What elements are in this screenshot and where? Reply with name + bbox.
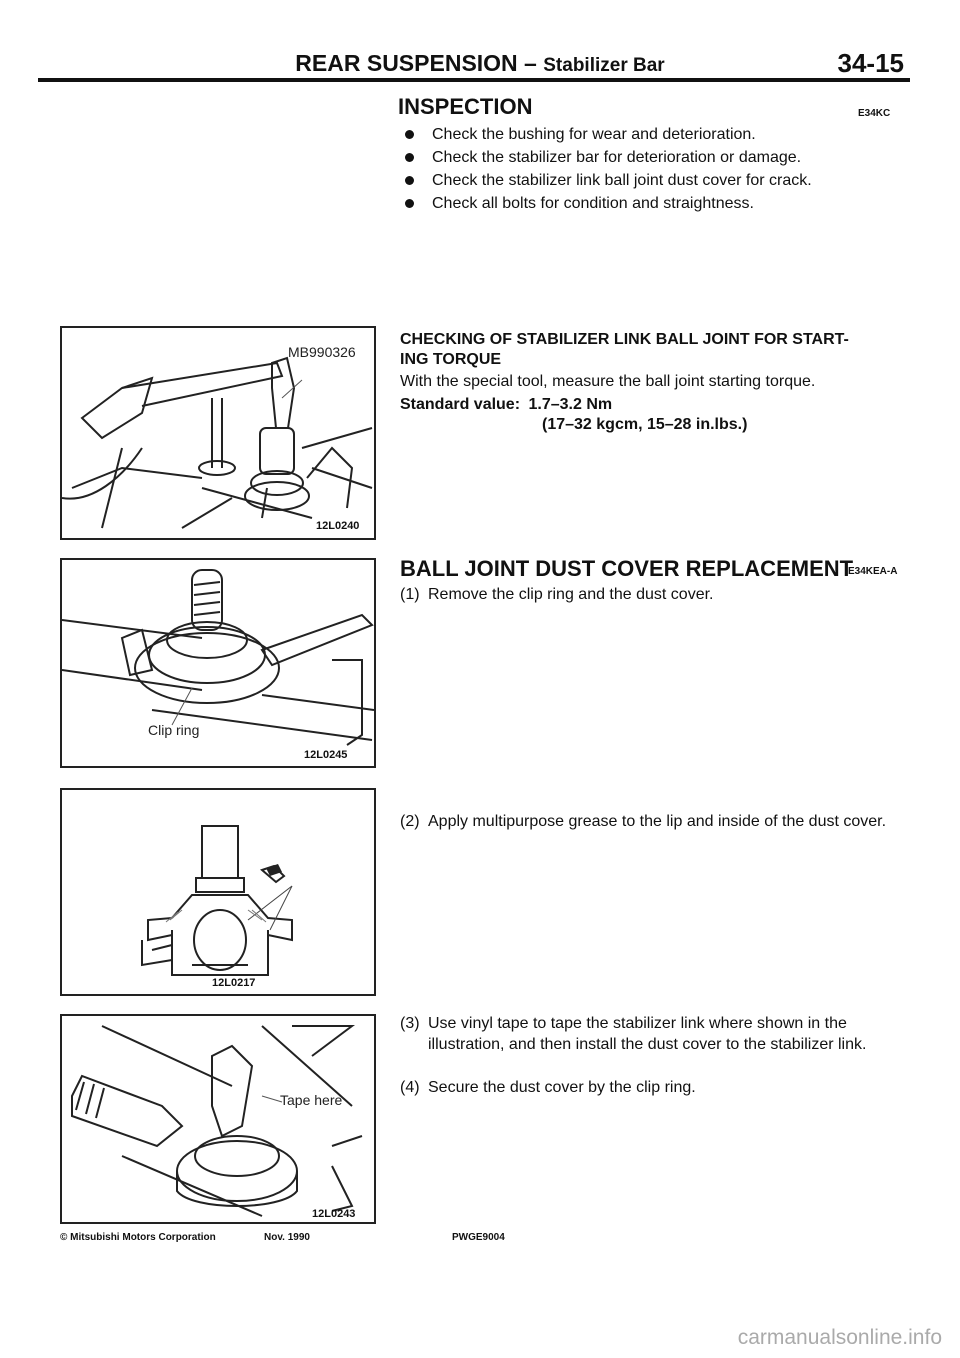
footer-date: Nov. 1990 (264, 1232, 310, 1243)
dust-cover-heading: BALL JOINT DUST COVER REPLACEMENT (400, 556, 854, 581)
figure-label-tool: MB990326 (288, 344, 356, 360)
figure-code: 12L0240 (316, 520, 360, 532)
figure-label-tape: Tape here (280, 1092, 343, 1108)
figure-code: 12L0245 (304, 749, 348, 761)
page-header-subtitle: Stabilizer Bar (543, 55, 665, 76)
inspection-code: E34KC (858, 108, 891, 119)
figure-clip-ring (60, 558, 376, 768)
clip-ring-illustration (62, 560, 374, 766)
step-4: (4) Secure the dust cover by the clip ring. (400, 1079, 696, 1096)
standard-value: Standard value: 1.7–3.2 Nm (400, 396, 613, 413)
grease-application-illustration (62, 790, 374, 994)
figure-label-clip-ring: Clip ring (148, 722, 200, 738)
watermark: carmanualsonline.info (737, 1326, 942, 1349)
footer-copyright: © Mitsubishi Motors Corporation (60, 1232, 216, 1243)
tape-illustration (62, 1016, 374, 1222)
page-header-title: REAR SUSPENSION – Stabilizer Bar (295, 50, 665, 76)
inspection-list (402, 123, 912, 215)
figure-code: 12L0243 (312, 1208, 356, 1220)
header-rule (38, 78, 910, 82)
inspection-item: Check all bolts for condition and straightness. (402, 192, 912, 215)
footer-doc-code: PWGE9004 (452, 1232, 505, 1243)
step-2: (2) Apply multipurpose grease to the lip and inside of the dust cover. (400, 813, 887, 830)
torque-heading: CHECKING OF STABILIZER LINK BALL JOINT FOR START- ING TORQUE (400, 331, 849, 368)
standard-value-alt: (17–32 kgcm, 15–28 in.lbs.) (542, 416, 748, 433)
figure-tape (60, 1014, 376, 1224)
inspection-item: Check the stabilizer bar for deterioration or damage. (402, 146, 912, 169)
torque-text: With the special tool, measure the ball joint starting torque. (400, 373, 816, 390)
inspection-item: Check the stabilizer link ball joint dust cover for crack. (402, 169, 912, 192)
step-3: (3) Use vinyl tape to tape the stabilizer link where shown in the illustration, and then install the dust cover to the stabilizer link. (400, 1015, 867, 1053)
dust-cover-code: E34KEA-A (848, 566, 898, 577)
figure-code: 12L0217 (212, 977, 256, 989)
figure-grease (60, 788, 376, 996)
figure-torque-tool (60, 326, 376, 540)
step-1: (1) Remove the clip ring and the dust cover. (400, 586, 714, 603)
page-number: 34-15 (837, 48, 904, 78)
inspection-heading: INSPECTION (398, 94, 533, 119)
inspection-item: Check the bushing for wear and deterioration. (402, 123, 912, 146)
